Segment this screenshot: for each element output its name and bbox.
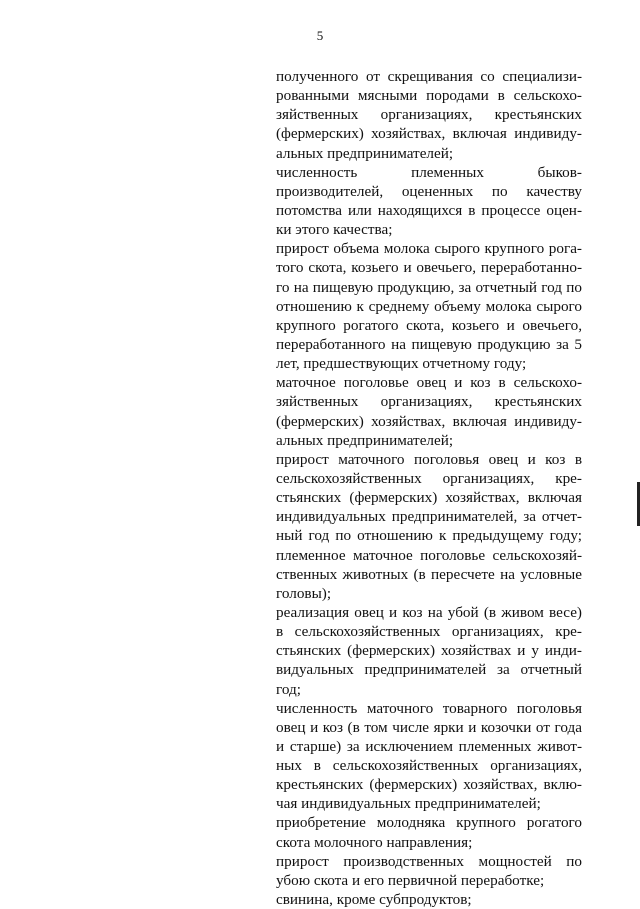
text-line: того скота, козьего и овечьего, переработанно-	[276, 259, 582, 277]
document-text-column	[276, 67, 582, 909]
text-line: индивидуальных предпринимателей, за отчет-	[276, 508, 582, 526]
text-line: численность маточного товарного поголовья	[276, 699, 582, 717]
text-line: сельскохозяйственных организациях, кре-	[276, 469, 582, 487]
text-line: прирост объема молока сырого крупного рога-	[276, 240, 582, 258]
text-line: чая индивидуальных предпринимателей;	[276, 795, 541, 813]
text-line: скота молочного направления;	[276, 833, 473, 851]
text-line: рованными мясными породами в сельскохо-	[276, 87, 582, 105]
text-line: прирост маточного поголовья овец и коз в	[276, 450, 582, 468]
text-line: убою скота и его первичной переработке;	[276, 871, 545, 889]
text-line: численность племенных быков-	[276, 163, 582, 181]
text-line: отношению к среднему объему молока сырого	[276, 297, 582, 315]
text-line: переработанного на пищевую продукцию за 5	[276, 335, 582, 353]
text-line: головы);	[276, 584, 332, 602]
text-line: ный год по отношению к предыдущему году;	[276, 527, 582, 545]
text-line: альных предпринимателей;	[276, 144, 454, 162]
text-line: в сельскохозяйственных организациях, кре-	[276, 623, 582, 641]
text-line: овец и коз (в том числе ярки и козочки от года	[276, 718, 582, 736]
text-line: альных предпринимателей;	[276, 431, 454, 449]
text-line: реализация овец и коз на убой (в живом весе)	[276, 603, 582, 621]
text-line: го на пищевую продукцию, за отчетный год по	[276, 278, 582, 296]
text-line: лет, предшествующих отчетному году;	[276, 355, 527, 373]
text-line: свинина, кроме субпродуктов;	[276, 891, 472, 909]
text-line: маточное поголовье овец и коз в сельскохо-	[276, 374, 582, 392]
text-line: видуальных предпринимателей за отчетный	[276, 661, 582, 679]
text-line: ных в сельскохозяйственных организациях,	[276, 757, 582, 775]
text-line: зяйственных организациях, крестьянских	[276, 393, 582, 411]
text-line: год;	[276, 680, 301, 698]
text-line: и старше) за исключением племенных живот-	[276, 737, 582, 755]
text-line: стьянских (фермерских) хозяйствах и у инди-	[276, 642, 582, 660]
text-line: племенное маточное поголовье сельскохозяй-	[276, 546, 582, 564]
text-line: (фермерских) хозяйствах, включая индивиду-	[276, 125, 582, 143]
text-line: производителей, оцененных по качеству	[276, 182, 582, 200]
text-line: ственных животных (в пересчете на условные	[276, 565, 582, 583]
text-line: ки этого качества;	[276, 221, 393, 239]
page-number: 5	[316, 28, 324, 43]
text-line: крестьянских (фермерских) хозяйствах, вклю-	[276, 776, 582, 794]
text-line: (фермерских) хозяйствах, включая индивиду-	[276, 412, 582, 430]
text-line: крупного рогатого скота, козьего и овечьего,	[276, 316, 582, 334]
text-line: зяйственных организациях, крестьянских	[276, 106, 582, 124]
text-line: потомства или находящихся в процессе оцен-	[276, 201, 582, 219]
text-line: приобретение молодняка крупного рогатого	[276, 814, 582, 832]
text-line: полученного от скрещивания со специализи-	[276, 68, 582, 85]
text-line: прирост производственных мощностей по	[276, 852, 582, 870]
text-line: стьянских (фермерских) хозяйствах, включая	[276, 489, 582, 507]
